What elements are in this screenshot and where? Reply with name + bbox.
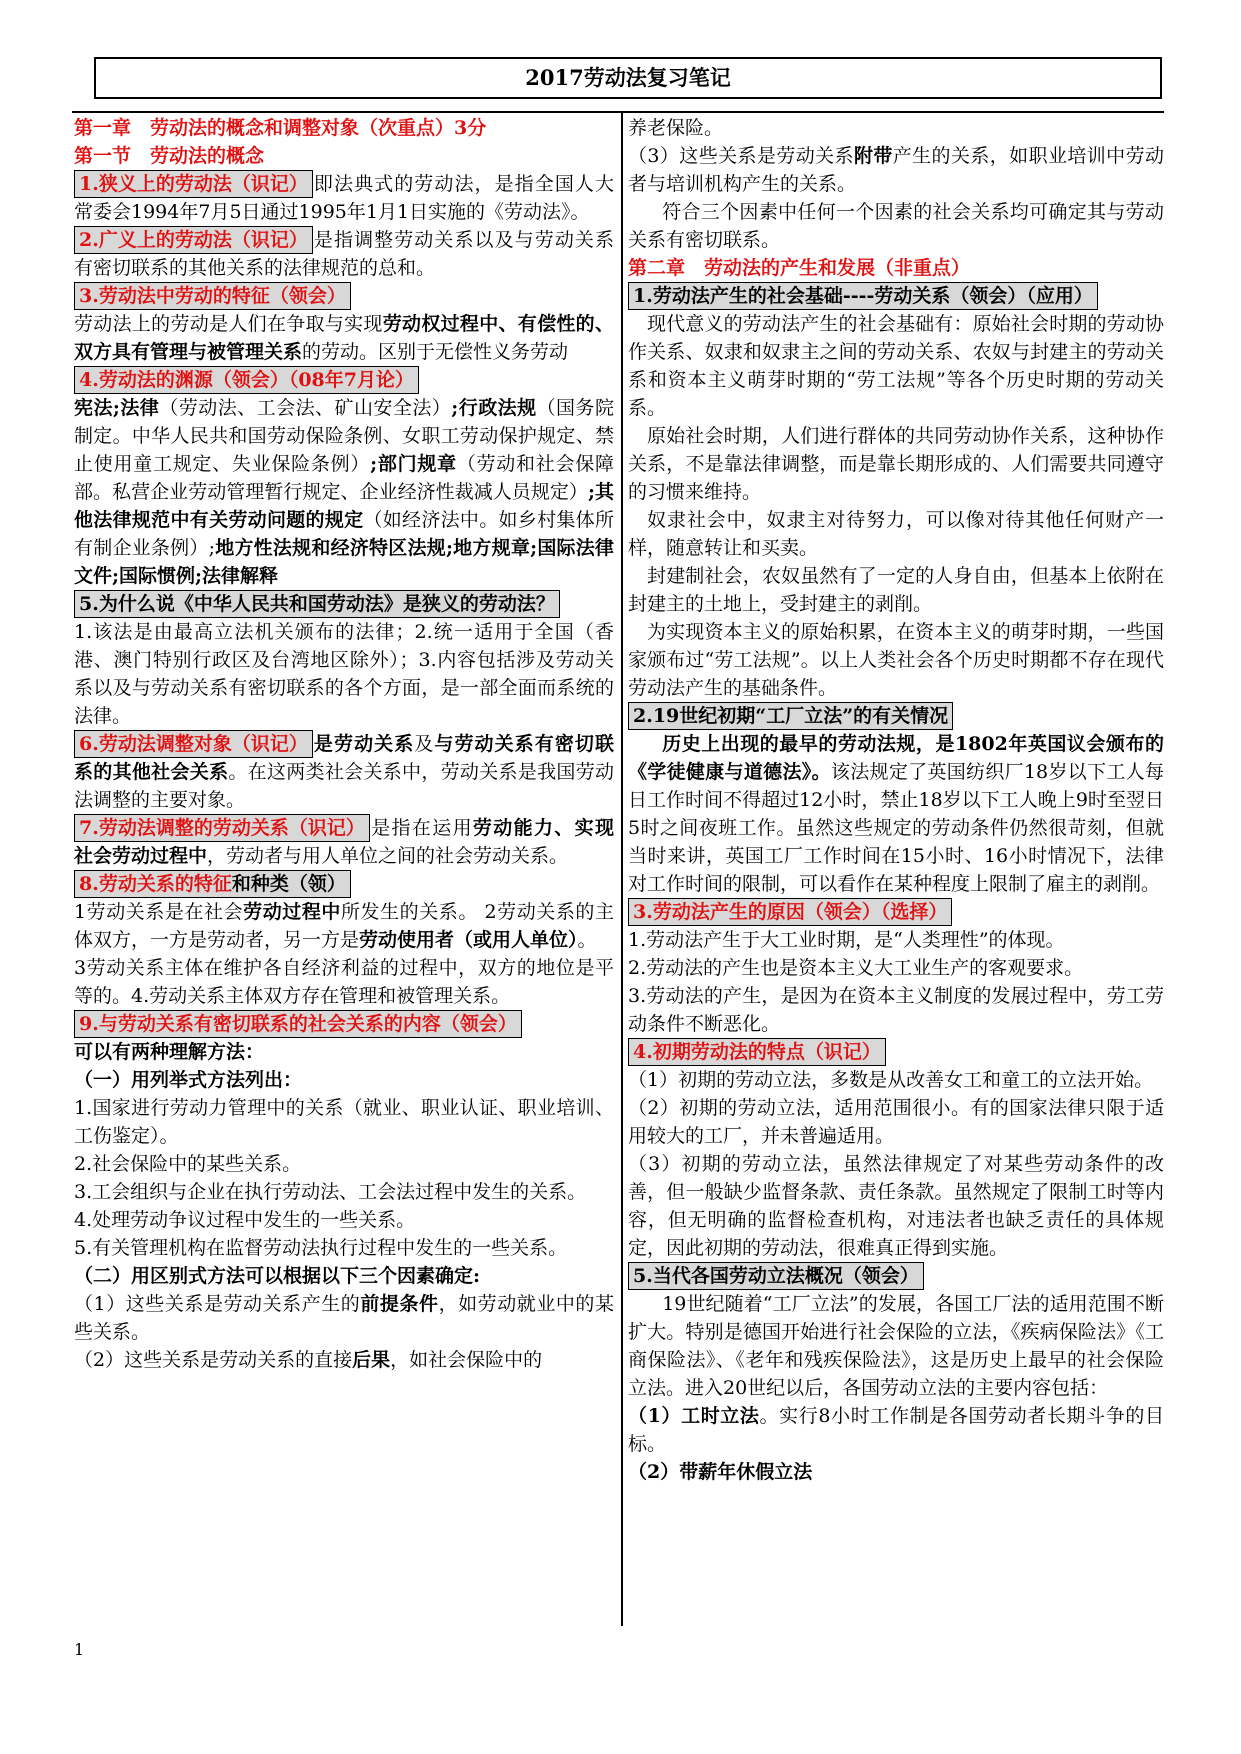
para-hours: [628, 1402, 1164, 1458]
text-bold: 是劳动关系: [312, 733, 415, 755]
heading-social-basis: 1.劳动法产生的社会基础----劳动关系（领会）（应用）: [628, 282, 1098, 310]
heading-why-narrow: 5.为什么说《中华人民共和国劳动法》是狭义的劳动法？: [74, 590, 560, 618]
para-enumerate: （一）用列举式方法列出：: [74, 1069, 303, 1091]
para-related-head: [74, 1010, 614, 1038]
para-relation-features-2: 3劳动关系主体在维护各自经济利益的过程中，双方的地位是平等的。4.劳动关系主体双方存在管理和被管理关系。: [74, 957, 614, 1007]
text-bold: ;其他法律规范中有关劳动问题的规定: [74, 481, 614, 531]
para-social-basis-4: 封建制社会，农奴虽然有了一定的人身自由，但基本上依附在封建主的土地上，受封建主的剥削。: [628, 565, 1164, 615]
list-item: （2）初期的劳动立法，适用范围很小。有的国家法律只限于适用较大的工厂，并未普遍适用。: [628, 1097, 1164, 1147]
heading-adjust-object: 6.劳动法调整对象（识记）: [74, 730, 313, 758]
right-column: [628, 114, 1164, 1486]
para-labor-relation: [74, 814, 614, 870]
text-red: 8.劳动关系的特征: [79, 873, 232, 895]
text: ，如劳动就业中的某些关系。: [74, 1293, 614, 1343]
para-social-basis-5: 为实现资本主义的原始积累，在资本主义的萌芽时期，一些国家颁布过“劳工法规”。以上人类社会各个历史时期都不存在现代劳动法产生的基础条件。: [628, 621, 1164, 699]
text-bold: 附带: [853, 145, 893, 167]
column-divider: [621, 112, 623, 1626]
text: ，如社会保险中的: [390, 1349, 543, 1371]
list-item: 1.国家进行劳动力管理中的关系（就业、职业认证、职业培训、工伤鉴定）。: [74, 1097, 614, 1147]
list-item: 1.劳动法产生于大工业时期，是“人类理性”的体现。: [628, 929, 1065, 951]
text: 1劳动关系是在社会: [74, 901, 244, 923]
para-social-basis-head: [628, 282, 1164, 310]
para-paid-leave: （2）带薪年休假立法: [628, 1461, 813, 1483]
text: 即法典式的劳动法，是指全国人大常委会1994年7月5日通过1995年1月1日实施的《劳动法》。: [74, 173, 614, 223]
text: 产生的关系，如职业培训中劳动者与培训机构产生的关系。: [628, 145, 1164, 195]
text: ，劳动者与用人单位之间的社会劳动关系。: [207, 845, 569, 867]
para-early-head: [628, 1038, 1164, 1066]
para-modern-head: [628, 1262, 1164, 1290]
para-two-methods: 可以有两种理解方法：: [74, 1041, 265, 1063]
heading-related-relations: 9.与劳动关系有密切联系的社会关系的内容（领会）: [74, 1010, 522, 1038]
para-labor-features: [74, 310, 614, 366]
para-sources: [74, 394, 614, 590]
page-number: 1: [74, 1640, 85, 1659]
text: 的劳动。区别于无偿性义务劳动: [302, 341, 569, 363]
para-narrow-law: [74, 170, 614, 226]
heading-modern-legislation: 5.当代各国劳动立法概况（领会）: [628, 1262, 924, 1290]
text-bold: 历史上出现的最早的劳动法规，是1802年英国议会颁布的《学徒健康与道德法》。: [628, 733, 1164, 783]
left-column: [74, 114, 614, 1374]
text: （劳动和社会保障部。私营企业劳动管理暂行规定、企业经济性裁减人员规定）: [74, 453, 614, 503]
text: 及: [414, 733, 435, 755]
text: （3）这些关系是劳动关系: [628, 145, 854, 167]
list-item: 4.处理劳动争议过程中发生的一些关系。: [74, 1209, 416, 1231]
text: （2）这些关系是劳动关系的直接: [74, 1349, 353, 1371]
text-bold: 劳动过程中: [243, 901, 341, 923]
text-bold: （1）工时立法: [628, 1405, 760, 1427]
para-sources-head: [74, 366, 614, 394]
section-1-title: 第一节 劳动法的概念: [74, 145, 265, 167]
text-bold: 与劳动关系有密切联系的其他社会关系: [74, 733, 614, 783]
text: （劳动法、工会法、矿山安全法）: [159, 397, 452, 419]
para-relation-features: [74, 898, 614, 954]
heading-sources: 4.劳动法的渊源（领会）（08年7月论）: [74, 366, 419, 394]
heading-reasons: 3.劳动法产生的原因（领会）（选择）: [628, 898, 952, 926]
heading-early-features: 4.初期劳动法的特点（识记）: [628, 1038, 886, 1066]
para-relation-features-head: [74, 870, 614, 898]
para-cond-summary: 符合三个因素中任何一个因素的社会关系均可确定其与劳动关系有密切联系。: [628, 201, 1164, 251]
text-bold: 宪法;法律: [74, 397, 160, 419]
list-item: 2.劳动法的产生也是资本主义大工业生产的客观要求。: [628, 957, 1084, 979]
list-item: （3）初期的劳动立法，虽然法律规定了对某些劳动条件的改善，但一般缺少监督条款、责任条款。虽然规定了限制工时等内容，但无明确的监督检查机构，对违法者也缺乏责任的具体规定，因此初期的劳动法，很难真正得到实施。: [628, 1153, 1164, 1259]
text: 。实行8小时工作制是各国劳动者长期斗争的目标。: [628, 1405, 1164, 1455]
chapter-1-title: 第一章 劳动法的概念和调整对象（次重点）3分: [74, 117, 487, 139]
para-labor-features-head: [74, 282, 614, 310]
text-bold: ;部门规章: [370, 453, 457, 475]
para-cont: 养老保险。: [628, 117, 724, 139]
para-social-basis-1: 现代意义的劳动法产生的社会基础有：原始社会时期的劳动协作关系、奴隶和奴隶主之间的劳动关系、农奴与封建主的劳动关系和资本主义萌芽时期的“劳工法规”等各个历史时期的劳动关系。: [628, 313, 1164, 419]
para-cond-3: [628, 142, 1164, 198]
text-bold: 和种类（领）: [231, 873, 346, 895]
para-why-narrow-head: [74, 590, 614, 618]
para-factory: [628, 730, 1164, 898]
heading-relation-features: [74, 870, 351, 898]
para-reasons-head: [628, 898, 1164, 926]
para-adjust-object: [74, 730, 614, 814]
para-cond-1: [74, 1290, 614, 1346]
text-bold: 劳动使用者（或用人单位）: [359, 929, 578, 951]
list-item: 5.有关管理机构在监督劳动法执行过程中发生的一些关系。: [74, 1237, 568, 1259]
chapter-2-title: 第二章 劳动法的产生和发展（非重点）: [628, 257, 971, 279]
text-bold: ;行政法规: [451, 397, 537, 419]
text: （1）这些关系是劳动关系产生的: [74, 1293, 361, 1315]
text: 是指调整劳动关系以及与劳动关系有密切联系的其他关系的法律规范的总和。: [74, 229, 614, 279]
header-rule: [72, 111, 1164, 113]
list-item: 2.社会保险中的某些关系。: [74, 1153, 302, 1175]
text: 。在这两类社会关系中，劳动关系是我国劳动法调整的主要对象。: [74, 761, 614, 811]
heading-labor-features: 3.劳动法中劳动的特征（领会）: [74, 282, 351, 310]
para-factory-head: [628, 702, 1164, 730]
text-bold: 前提条件: [360, 1293, 439, 1315]
para-distinguish: （二）用区别式方法可以根据以下三个因素确定:: [74, 1265, 481, 1287]
heading-labor-relation: 7.劳动法调整的劳动关系（识记）: [74, 814, 370, 842]
page-title: 2017劳动法复习笔记: [94, 57, 1162, 99]
text-bold: 劳动能力、实现社会劳动过程中: [74, 817, 614, 867]
para-why-narrow: 1.该法是由最高立法机关颁布的法律；2.统一适用于全国（香港、澳门特别行政区及台湾地区除外）；3.内容包括涉及劳动关系以及与劳动关系有密切联系的各个方面，是一部全面而系统的法律。: [74, 621, 614, 727]
para-cond-2: [74, 1346, 614, 1374]
text: 所发生的关系。 2劳动关系的主体双方，一方是劳动者，另一方是: [74, 901, 614, 951]
text: 劳动法上的劳动是人们在争取与实现: [74, 313, 383, 335]
list-item: （1）初期的劳动立法，多数是从改善女工和童工的立法开始。: [628, 1069, 1154, 1091]
heading-narrow-law: 1.狭义上的劳动法（识记）: [74, 170, 313, 198]
para-modern: 19世纪随着“工厂立法”的发展，各国工厂法的适用范围不断扩大。特别是德国开始进行社会保险的立法，《疾病保险法》《工商保险法》、《老年和残疾保险法》，这是历史上最早的社会保险立法。进入20世纪以后，各国劳动立法的主要内容包括：: [628, 1293, 1164, 1399]
para-social-basis-2: 原始社会时期，人们进行群体的共同劳动协作关系，这种协作关系，不是靠法律调整，而是靠长期形成的、人们需要共同遵守的习惯来维持。: [628, 425, 1164, 503]
para-broad-law: [74, 226, 614, 282]
text: （如经济法中。如乡村集体所有制企业条例）;: [74, 509, 614, 559]
list-item: 3.劳动法的产生，是因为在资本主义制度的发展过程中，劳工劳动条件不断恶化。: [628, 985, 1164, 1035]
text: 该法规定了英国纺织厂18岁以下工人每日工作时间不得超过12小时，禁止18岁以下工人晚上9时至翌日5时之间夜班工作。虽然这些规定的劳动条件仍然很苛刻，但就当时来讲，英国工厂工作时间在15小时、16小时情况下，法律对工作时间的限制，可以看作在某种程度上限制了雇主的剥削。: [628, 761, 1164, 895]
text-bold: 劳动权过程中、有偿性的、双方具有管理与被管理关系: [74, 313, 614, 363]
heading-factory-law: 2.19世纪初期“工厂立法”的有关情况: [628, 702, 953, 730]
text-bold: 地方性法规和经济特区法规;地方规章;国际法律文件;国际惯例;法律解释: [74, 537, 615, 587]
text: （国务院制定。中华人民共和国劳动保险条例、女职工劳动保护规定、禁止使用童工规定、失业保险条例）: [74, 397, 614, 475]
para-social-basis-3: 奴隶社会中，奴隶主对待努力，可以像对待其他任何财产一样，随意转让和买卖。: [628, 509, 1164, 559]
text: 。: [577, 929, 597, 951]
list-item: 3.工会组织与企业在执行劳动法、工会法过程中发生的关系。: [74, 1181, 587, 1203]
text: 是指在运用: [369, 817, 473, 839]
heading-broad-law: 2.广义上的劳动法（识记）: [74, 226, 313, 254]
text-bold: 后果: [352, 1349, 391, 1371]
